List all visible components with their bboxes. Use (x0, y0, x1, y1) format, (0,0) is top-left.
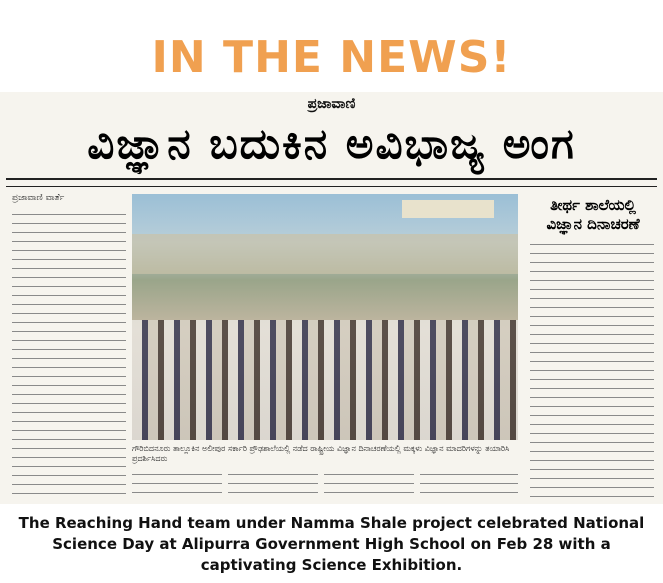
article-column-5 (420, 470, 518, 500)
newspaper-masthead: ಪ್ರಜಾವಾಣಿ (307, 96, 356, 112)
headline-rule-thin (6, 186, 657, 187)
article-byline: ಪ್ರಜಾವಾಣಿ ವಾರ್ತೆ (12, 193, 65, 203)
event-photo (132, 194, 518, 440)
article-headline: ವಿಜ್ಞಾನ ಬದುಕಿನ ಅವಿಭಾಜ್ಯ ಅಂಗ (87, 119, 576, 168)
newspaper-clipping (0, 92, 663, 504)
footer-caption: The Reaching Hand team under Namma Shale project celebrated National Science Day at Alipurra Government High School on Feb 28 with a captivating Science Exhibition. (18, 514, 645, 574)
article-column-4 (324, 470, 414, 500)
in-the-news-heading: IN THE NEWS! (151, 32, 512, 83)
sidebar-column (530, 240, 654, 498)
photo-caption: ಗೌರಿಬಿದನೂರು ತಾಲ್ಲೂಕಿನ ಅಲೀಪುರ ಸರ್ಕಾರಿ ಪ್ರೌಢಶಾಲೆಯಲ್ಲಿ ನಡೆದ ರಾಷ್ಟ್ರೀಯ ವಿಜ್ಞಾನ ದಿನಾಚರಣೆಯಲ್ಲಿ ಮಕ್ಕಳು ವಿಜ್ಞಾನ ಮಾದರಿಗಳನ್ನು ತಯಾರಿಸಿ ಪ್ರದರ್ಶಿಸಿದರು (132, 444, 510, 463)
headline-rule (6, 178, 657, 180)
sidebar-headline: ತೀರ್ಥ ಶಾಲೆಯಲ್ಲಿ ವಿಜ್ಞಾನ ದಿನಾಚರಣೆ (546, 196, 640, 233)
article-column-3 (228, 470, 318, 500)
article-column-2 (132, 470, 222, 500)
article-column-left (12, 210, 126, 496)
